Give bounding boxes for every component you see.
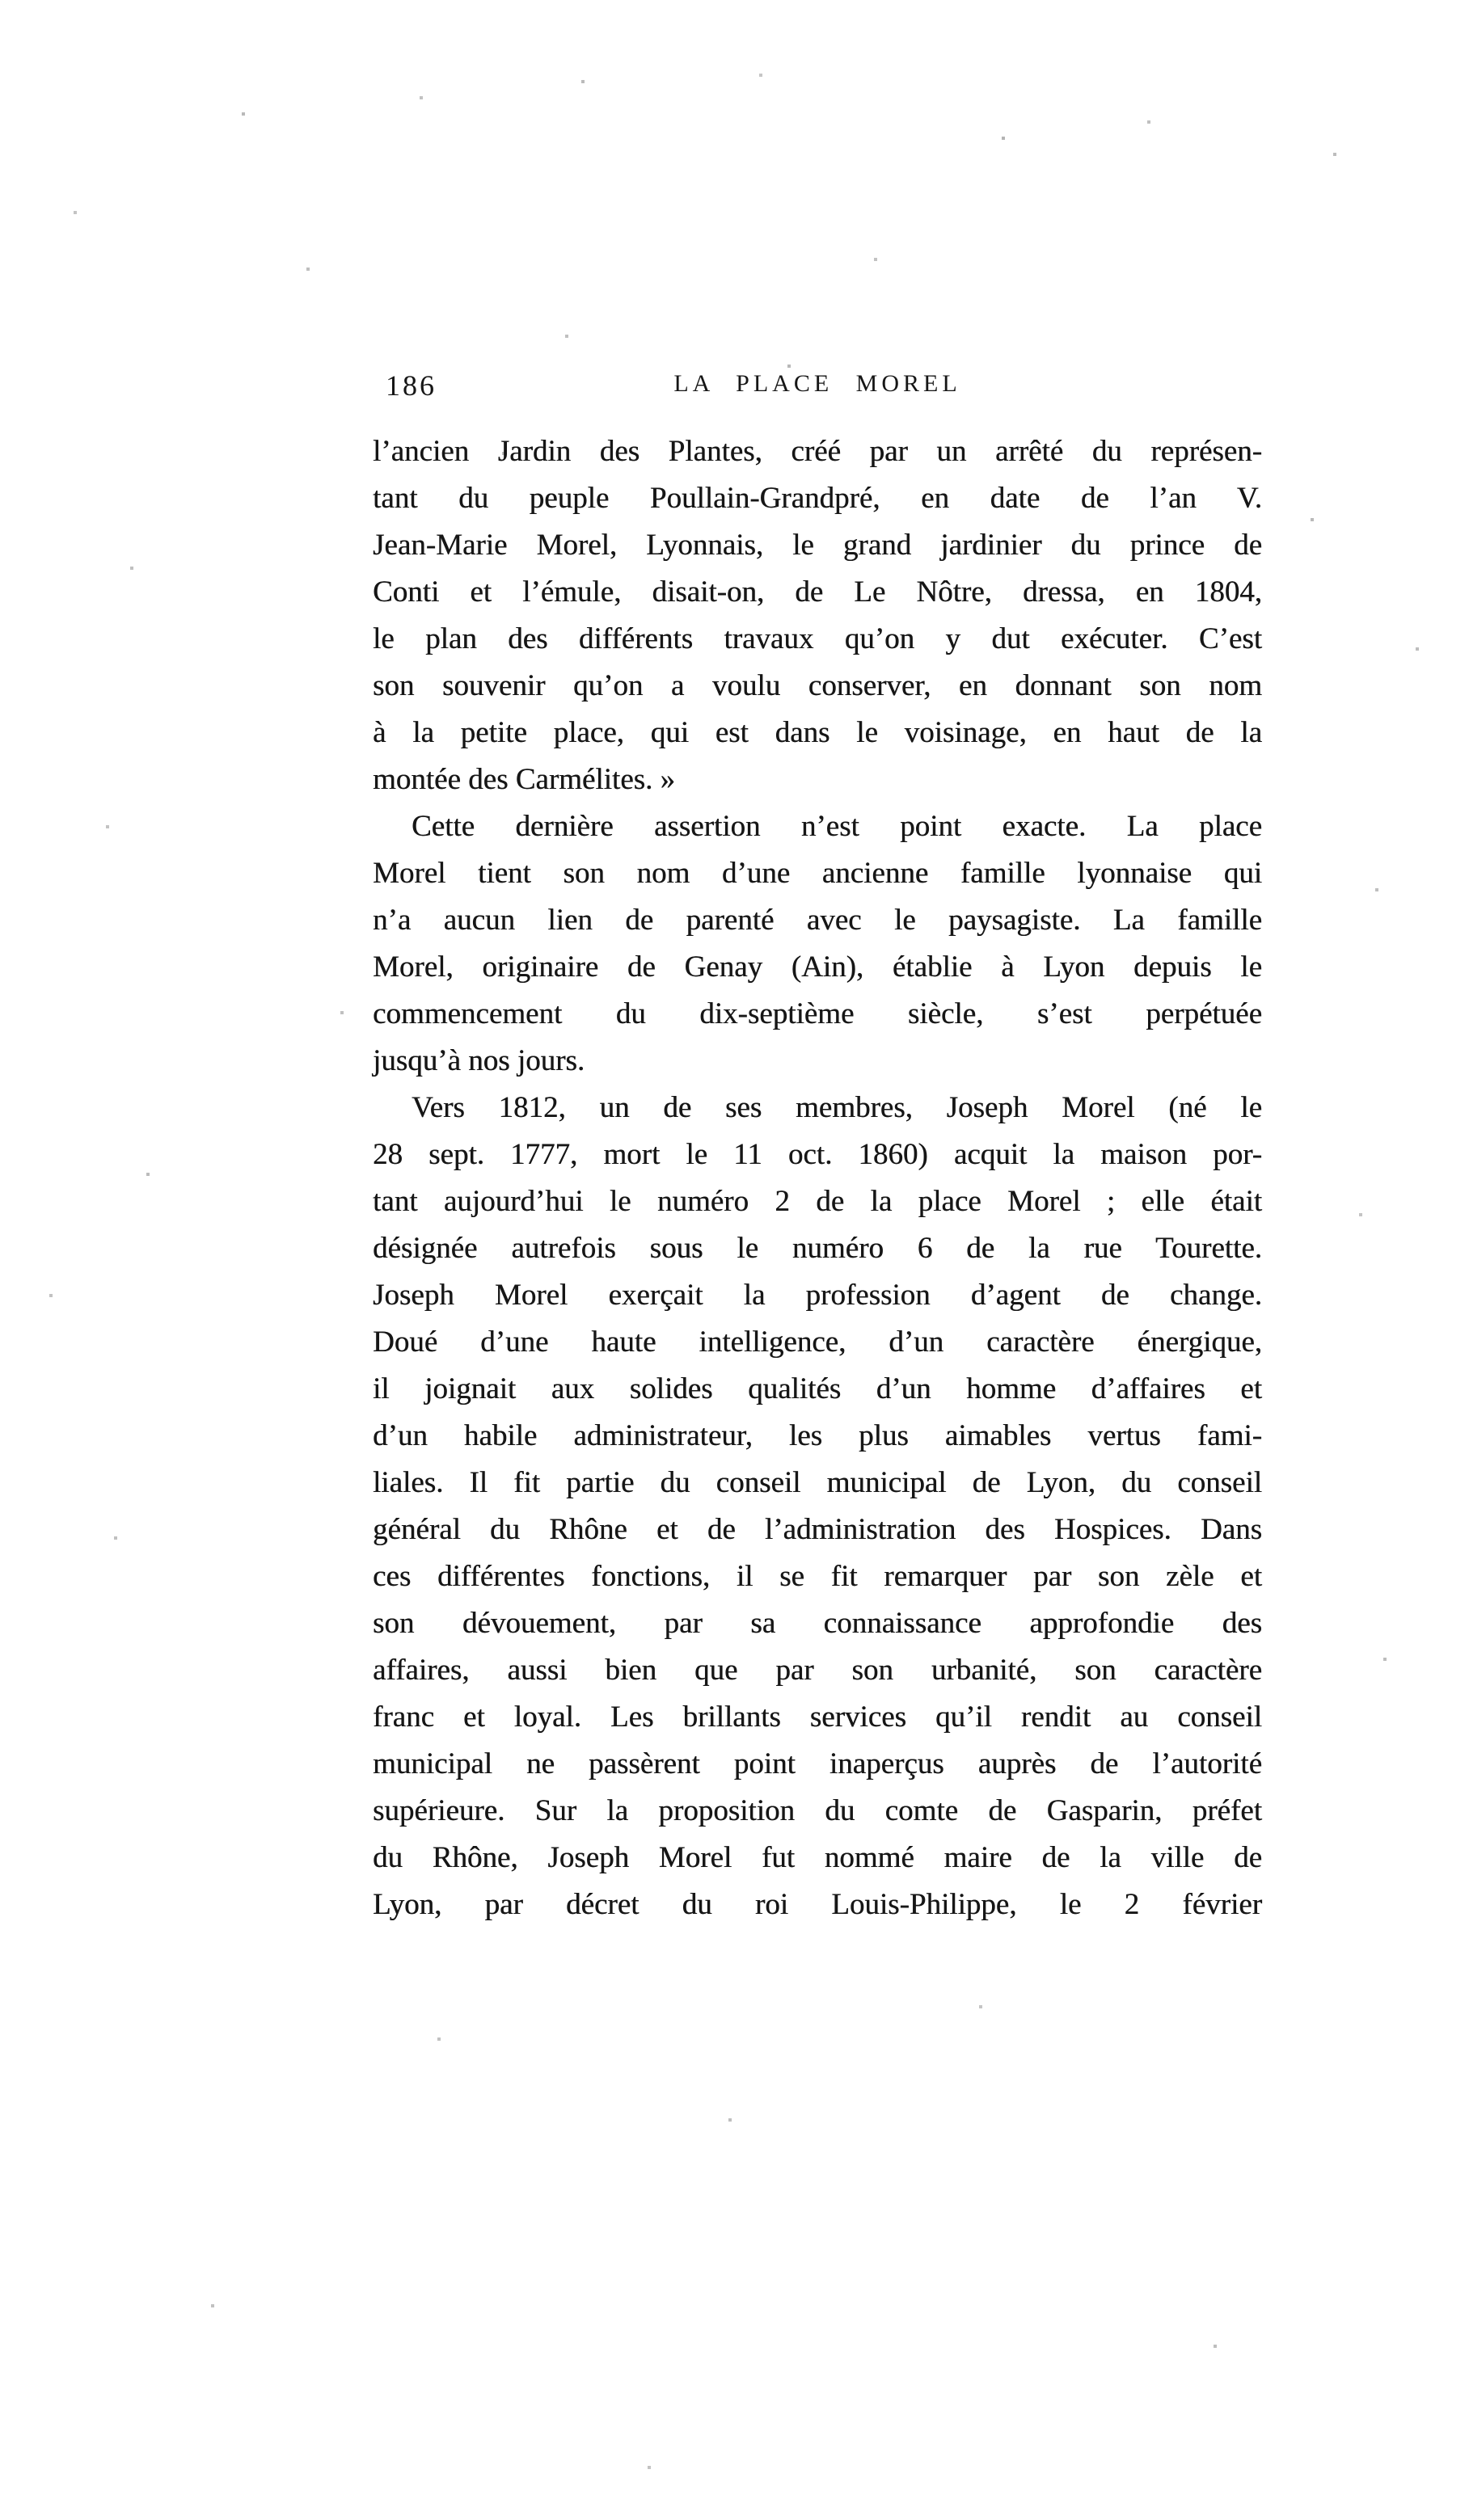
text-line-p3-8: d’un habile administrateur, les plus aimables vertus fami- [373,1419,1262,1452]
text-line-p3-14: franc et loyal. Les brillants services qu’il rendit au conseil [373,1700,1262,1734]
text-line-p2-6: jusqu’à nos jours. [373,1044,585,1077]
text-line-p2-2: Morel tient son nom d’une ancienne famille lyonnaise qui [373,857,1262,890]
text-line-p3-16: supérieure. Sur la proposition du comte de Gasparin, préfet [373,1794,1262,1827]
text-line-p1-5: le plan des différents travaux qu’on y dut exécuter. C’est [373,622,1262,655]
text-line-p3-7: il joignait aux solides qualités d’un homme d’affaires et [373,1372,1262,1405]
text-line-p1-7: à la petite place, qui est dans le voisinage, en haut de la [373,716,1262,749]
text-line-p3-11: ces différentes fonctions, il se fit remarquer par son zèle et [373,1560,1262,1593]
text-line-p3-10: général du Rhône et de l’administration des Hospices. Dans [373,1513,1262,1546]
text-line-p3-2: 28 sept. 1777, mort le 11 oct. 1860) acquit la maison por- [373,1138,1262,1171]
text-line-p3-4: désignée autrefois sous le numéro 6 de la rue Tourette. [373,1232,1262,1265]
text-line-p3-18: Lyon, par décret du roi Louis-Philippe, le 2 février [373,1888,1262,1921]
text-line-p3-1: Vers 1812, un de ses membres, Joseph Morel (né le [412,1091,1262,1124]
running-title: LA PLACE MOREL [673,370,961,397]
body-text [373,428,1262,1928]
text-line-p2-5: commencement du dix-septième siècle, s’est perpétuée [373,997,1262,1030]
page-header [373,365,1262,402]
text-line-p3-9: liales. Il fit partie du conseil municipal de Lyon, du conseil [373,1466,1262,1499]
text-line-p1-2: tant du peuple Poullain-Grandpré, en date de l’an V. [373,482,1262,515]
text-line-p3-13: affaires, aussi bien que par son urbanité, son caractère [373,1654,1262,1687]
text-line-p1-1: l’ancien Jardin des Plantes, créé par un arrêté du représen- [373,435,1262,468]
text-line-p1-4: Conti et l’émule, disait-on, de Le Nôtre, dressa, en 1804, [373,575,1262,609]
text-line-p3-6: Doué d’une haute intelligence, d’un caractère énergique, [373,1325,1262,1359]
text-line-p2-1: Cette dernière assertion n’est point exacte. La place [412,810,1262,843]
text-line-p3-3: tant aujourd’hui le numéro 2 de la place Morel ; elle était [373,1185,1262,1218]
text-line-p1-6: son souvenir qu’on a voulu conserver, en donnant son nom [373,669,1262,702]
scan-noise [0,0,2,2]
text-line-p1-8: montée des Carmélites. » [373,763,676,796]
text-line-p3-5: Joseph Morel exerçait la profession d’agent de change. [373,1279,1262,1312]
text-line-p3-15: municipal ne passèrent point inaperçus auprès de l’autorité [373,1747,1262,1780]
text-block [373,365,1262,1928]
text-line-p3-12: son dévouement, par sa connaissance approfondie des [373,1607,1262,1640]
text-line-p3-17: du Rhône, Joseph Morel fut nommé maire de la ville de [373,1841,1262,1874]
page-number: 186 [386,369,437,402]
text-line-p2-4: Morel, originaire de Genay (Ain), établie à Lyon depuis le [373,950,1262,984]
text-line-p2-3: n’a aucun lien de parenté avec le paysagiste. La famille [373,904,1262,937]
text-line-p1-3: Jean-Marie Morel, Lyonnais, le grand jardinier du prince de [373,529,1262,562]
